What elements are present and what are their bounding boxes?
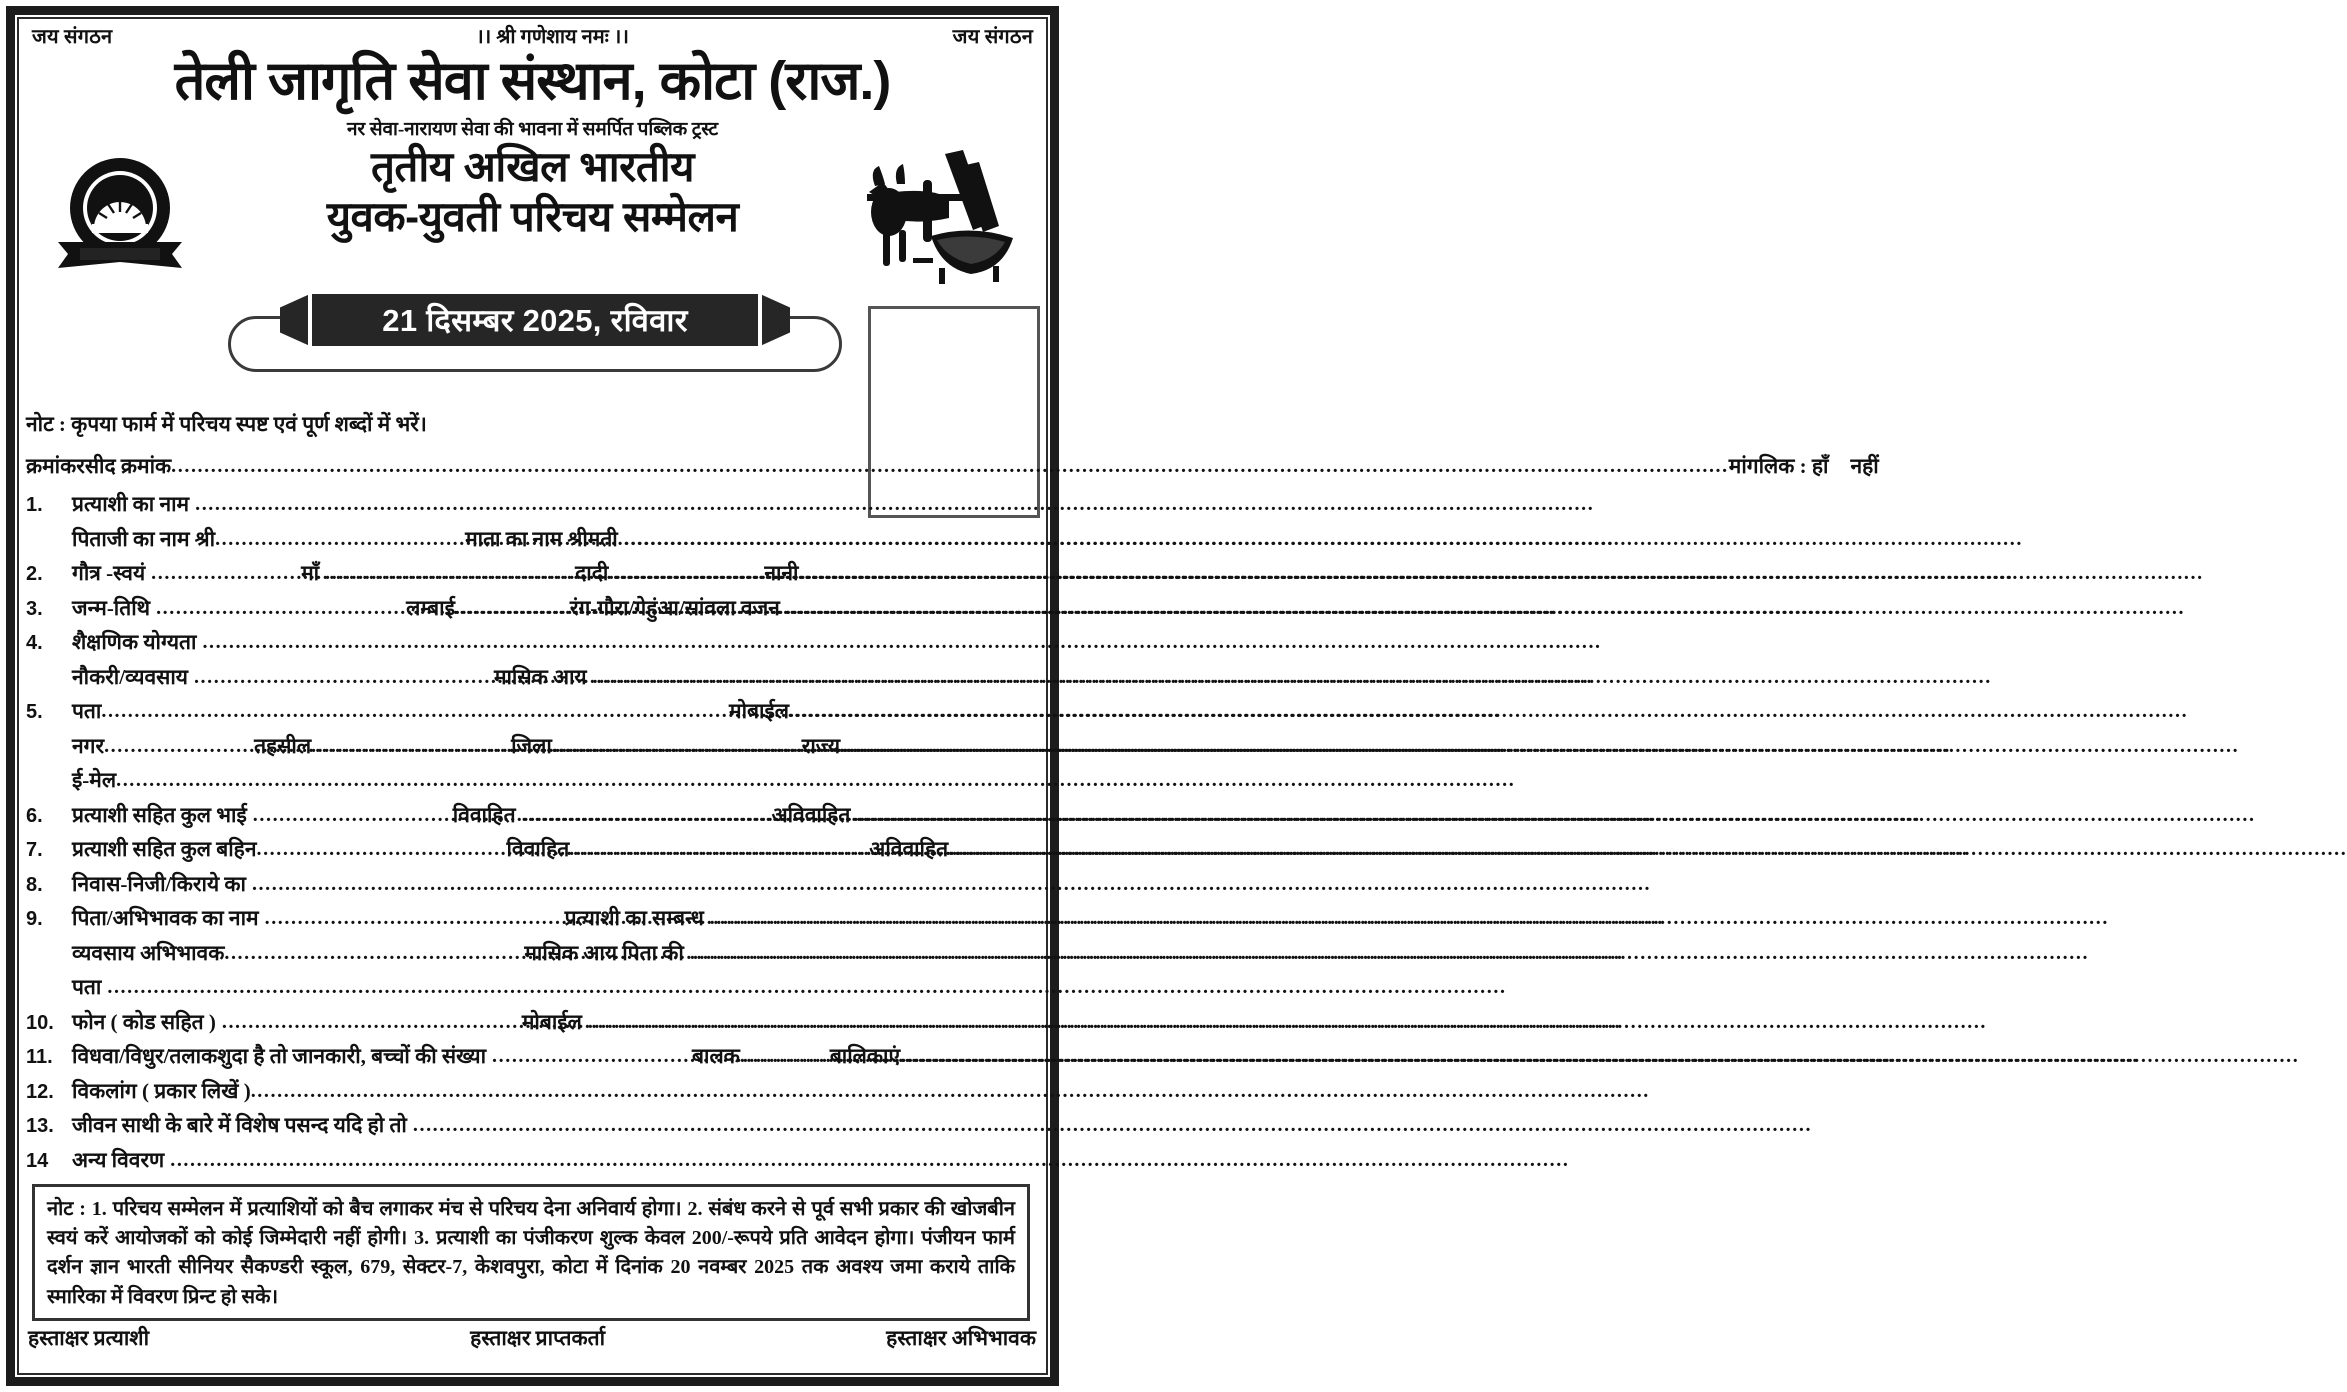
ribbon-arrow-left-icon bbox=[280, 294, 310, 346]
field-blank[interactable] bbox=[101, 700, 729, 723]
field-label: विकलांग ( प्रकार लिखें ) bbox=[72, 1078, 251, 1103]
field-label: जन्म-तिथि bbox=[72, 595, 151, 620]
field-blank[interactable] bbox=[104, 735, 254, 758]
field-row-1[interactable] bbox=[26, 490, 1039, 525]
field-blank[interactable] bbox=[251, 1080, 1039, 1103]
form-instruction-note: नोट : कृपया फार्म में परिचय स्पष्ट एवं पूर्ण शब्दों में भरें। bbox=[26, 412, 427, 436]
ribbon-arrow-right-icon bbox=[760, 294, 790, 346]
field-label-3: अविवाहित bbox=[771, 802, 851, 827]
field-number: 7. bbox=[26, 839, 43, 861]
field-row-guardian-occupation[interactable] bbox=[26, 939, 1039, 974]
signature-candidate-label: हस्ताक्षर प्रत्याशी bbox=[28, 1326, 150, 1350]
field-blank[interactable] bbox=[170, 1149, 1039, 1172]
shri-ganeshay-namah: ।। श्री गणेशाय नमः ।। bbox=[476, 26, 629, 48]
manglik-yes-label: मांगलिक : हाँ bbox=[1728, 454, 1829, 478]
field-blank-2[interactable] bbox=[588, 1011, 1039, 1034]
field-label: पता bbox=[72, 975, 102, 999]
field-label-3: बालिकाएं bbox=[829, 1044, 901, 1068]
field-label: अन्य विवरण bbox=[72, 1147, 165, 1172]
field-blank[interactable] bbox=[413, 1114, 1039, 1137]
field-blank-2[interactable] bbox=[311, 735, 511, 758]
field-label: जीवन साथी के बारे में विशेष पसन्द यदि हो तो bbox=[72, 1113, 407, 1137]
field-label: प्रत्याशी सहित कुल बहिन bbox=[72, 837, 257, 861]
field-label: पिताजी का नाम श्री bbox=[72, 526, 216, 551]
field-number: 5. bbox=[26, 701, 43, 723]
field-blank[interactable] bbox=[107, 976, 1039, 999]
event-title-line2: युवक-युवती परिचय सम्मेलन bbox=[326, 192, 739, 240]
field-row-city-tehsil-district-state[interactable] bbox=[26, 732, 1039, 767]
date-ribbon bbox=[280, 294, 790, 346]
field-label: गौत्र -स्वयं bbox=[72, 561, 146, 585]
field-blank-3[interactable] bbox=[900, 1045, 1039, 1068]
field-label-4: राज्य bbox=[801, 733, 841, 758]
event-date-text: 21 दिसम्बर 2025, रविवार bbox=[382, 303, 688, 338]
terms-note-box: नोट : 1. परिचय सम्मेलन में प्रत्याशियों को बैच लगाकर मंच से परिचय देना अनिवार्य होगा। 2. संबंध करने से पूर्व सभी प्रकार की खोजबीन स्वयं करें आयोजकों को कोई जिम्मेदारी नहीं होगी। 3. प्रत्याशी का पंजीकरण शुल्क केवल 200/-रूपये प्रति आवेदन होगा। पंजीयन फार्म दर्शन ज्ञान भारती सीनियर सैकण्डरी स्कूल, 679, सेक्टर-7, केशवपुरा, कोटा में दिनांक 20 नवम्बर 2025 तक अवश्य जमा कराये ताकि स्मारिका में विवरण प्रिन्ट हो सके। bbox=[32, 1184, 1030, 1321]
field-blank-2[interactable] bbox=[624, 528, 824, 551]
field-number: 1. bbox=[26, 494, 43, 516]
field-blank-3[interactable] bbox=[552, 735, 802, 758]
field-number: 6. bbox=[26, 804, 43, 827]
field-row-11[interactable] bbox=[26, 1042, 1039, 1077]
field-row-2[interactable] bbox=[26, 559, 1039, 594]
field-blank[interactable] bbox=[492, 1045, 692, 1068]
field-blank[interactable] bbox=[253, 804, 453, 827]
field-number: 4. bbox=[26, 632, 43, 654]
field-label: पता bbox=[72, 699, 102, 723]
field-label-2: मासिक आय पिता की bbox=[524, 940, 684, 965]
field-blank[interactable] bbox=[224, 942, 524, 965]
field-blank-2[interactable] bbox=[710, 907, 1039, 930]
field-label: ई-मेल bbox=[72, 768, 117, 792]
field-blank[interactable] bbox=[252, 873, 1039, 896]
form-field-list bbox=[26, 490, 1039, 1180]
raseed-dots: ........................ ..... bbox=[171, 455, 1729, 477]
photo-paste-box[interactable] bbox=[868, 306, 1040, 518]
field-blank-2[interactable] bbox=[789, 700, 1039, 723]
jai-sangathan-left: जय संगठन bbox=[32, 26, 113, 48]
meta-row bbox=[26, 452, 1879, 480]
field-row-14[interactable] bbox=[26, 1146, 1039, 1181]
field-blank-2[interactable] bbox=[325, 562, 575, 585]
field-label-2: प्रत्याशी का सम्बन्ध bbox=[564, 906, 704, 930]
field-blank-3[interactable] bbox=[856, 804, 1039, 827]
field-label: फोन ( कोड सहित ) bbox=[72, 1009, 216, 1034]
field-label-2: मोबाईल bbox=[521, 1009, 582, 1034]
field-label-3: जिला bbox=[511, 733, 552, 758]
field-number: 3. bbox=[26, 597, 43, 620]
field-label-3: अविवाहित bbox=[869, 837, 949, 861]
field-row-occupation[interactable] bbox=[26, 663, 1039, 698]
field-label: प्रत्याशी का नाम bbox=[72, 492, 190, 516]
field-row-father-mother-name[interactable] bbox=[26, 525, 1039, 560]
signature-row bbox=[28, 1324, 1036, 1352]
ribbon-body bbox=[308, 294, 762, 346]
header-top-row bbox=[24, 22, 1041, 52]
field-blank[interactable] bbox=[215, 528, 465, 551]
date-banner bbox=[220, 294, 850, 382]
field-label: शैक्षणिक योग्यता bbox=[72, 630, 197, 654]
field-label-3: दादी bbox=[575, 561, 609, 585]
field-label: विधवा/विधुर/तलाकशुदा है तो जानकारी, बच्चों की संख्या bbox=[72, 1044, 487, 1068]
field-number: 9. bbox=[26, 908, 43, 930]
organization-title: तेली जागृति सेवा संस्थान, कोटा (राज.) bbox=[174, 51, 891, 111]
field-blank-2[interactable] bbox=[690, 942, 1039, 965]
field-blank-3[interactable] bbox=[614, 562, 764, 585]
manglik-no-label: नहीं bbox=[1850, 454, 1879, 478]
field-number: 13. bbox=[26, 1115, 54, 1137]
field-number: 8. bbox=[26, 873, 43, 896]
field-label-2: माँ bbox=[301, 561, 320, 585]
field-blank[interactable] bbox=[151, 562, 301, 585]
form-content bbox=[24, 22, 1879, 1370]
field-number: 12. bbox=[26, 1080, 54, 1103]
raseed-kramank-label: रसीद क्रमांक bbox=[76, 454, 172, 478]
field-blank[interactable] bbox=[116, 769, 1039, 792]
trust-tagline: नर सेवा-नारायण सेवा की भावना में समर्पित पब्लिक ट्रस्ट bbox=[346, 119, 719, 141]
field-blank-2[interactable] bbox=[569, 838, 869, 861]
field-label-2: मासिक आय bbox=[493, 664, 587, 689]
field-label-2: विवाहित bbox=[506, 837, 570, 861]
field-blank-2[interactable] bbox=[740, 1045, 830, 1068]
field-label: व्यवसाय अभिभावक bbox=[72, 940, 225, 965]
field-row-guardian-address[interactable] bbox=[26, 973, 1039, 1008]
field-row-8[interactable] bbox=[26, 870, 1039, 905]
field-row-email[interactable] bbox=[26, 766, 1039, 801]
field-row-10[interactable] bbox=[26, 1008, 1039, 1043]
field-number: 11. bbox=[26, 1046, 53, 1068]
field-row-9[interactable] bbox=[26, 904, 1039, 939]
signature-guardian-label: हस्ताक्षर अभिभावक bbox=[886, 1326, 1036, 1350]
field-number: 2. bbox=[26, 563, 43, 585]
field-row-13[interactable] bbox=[26, 1111, 1039, 1146]
field-row-7[interactable] bbox=[26, 835, 1039, 870]
field-row-12[interactable] bbox=[26, 1077, 1039, 1112]
field-label-2: मोबाईल bbox=[729, 699, 789, 723]
kramank-label: क्रमांक bbox=[26, 454, 77, 478]
field-blank-2[interactable] bbox=[593, 666, 1039, 689]
jai-sangathan-right: जय संगठन bbox=[952, 26, 1033, 48]
field-number: 14 bbox=[26, 1149, 49, 1172]
field-label: पिता/अभिभावक का नाम bbox=[72, 906, 259, 930]
field-blank-3[interactable] bbox=[948, 838, 1039, 861]
field-blank[interactable] bbox=[265, 907, 565, 930]
field-blank[interactable] bbox=[194, 666, 494, 689]
field-label-2: विवाहित bbox=[452, 802, 516, 827]
field-label: नौकरी/व्यवसाय bbox=[72, 664, 188, 689]
field-label: निवास-निजी/किराये का bbox=[72, 871, 246, 896]
field-row-5[interactable] bbox=[26, 697, 1039, 732]
bullock-oil-press-icon bbox=[853, 140, 1033, 290]
field-label-2: बालक bbox=[692, 1044, 740, 1068]
field-blank[interactable] bbox=[195, 493, 1039, 516]
field-blank[interactable] bbox=[256, 838, 506, 861]
field-row-6[interactable] bbox=[26, 801, 1039, 836]
field-label-2: तहसील bbox=[254, 733, 312, 758]
raseed-kramank-field[interactable] bbox=[76, 452, 1729, 480]
field-label-2: माता का नाम श्रीमती bbox=[465, 526, 618, 551]
field-label: नगर bbox=[72, 733, 105, 758]
manglik-field[interactable] bbox=[1729, 452, 1879, 480]
field-blank-2[interactable] bbox=[522, 804, 772, 827]
field-label: प्रत्याशी सहित कुल भाई bbox=[72, 802, 247, 827]
organization-emblem-icon bbox=[50, 150, 190, 280]
field-blank-4[interactable] bbox=[840, 735, 1039, 758]
field-blank-3[interactable] bbox=[786, 597, 1039, 620]
field-label-2: लम्बाई bbox=[406, 595, 455, 620]
field-number: 10. bbox=[26, 1011, 54, 1034]
field-blank[interactable] bbox=[202, 631, 1039, 654]
event-title-line1: तृतीय अखिल भारतीय bbox=[370, 143, 694, 191]
field-blank-4[interactable] bbox=[805, 562, 1039, 585]
field-blank[interactable] bbox=[222, 1011, 522, 1034]
signature-receiver-label: हस्ताक्षर प्राप्तकर्ता bbox=[470, 1326, 606, 1350]
field-label-4: नानी bbox=[764, 561, 799, 585]
field-row-3[interactable] bbox=[26, 594, 1039, 629]
field-label-3: रंग-गौरा/गेहुंआ/सांवला वजन bbox=[569, 595, 780, 620]
field-row-4[interactable] bbox=[26, 628, 1039, 663]
field-blank-2[interactable] bbox=[455, 597, 570, 620]
field-blank[interactable] bbox=[156, 597, 406, 620]
